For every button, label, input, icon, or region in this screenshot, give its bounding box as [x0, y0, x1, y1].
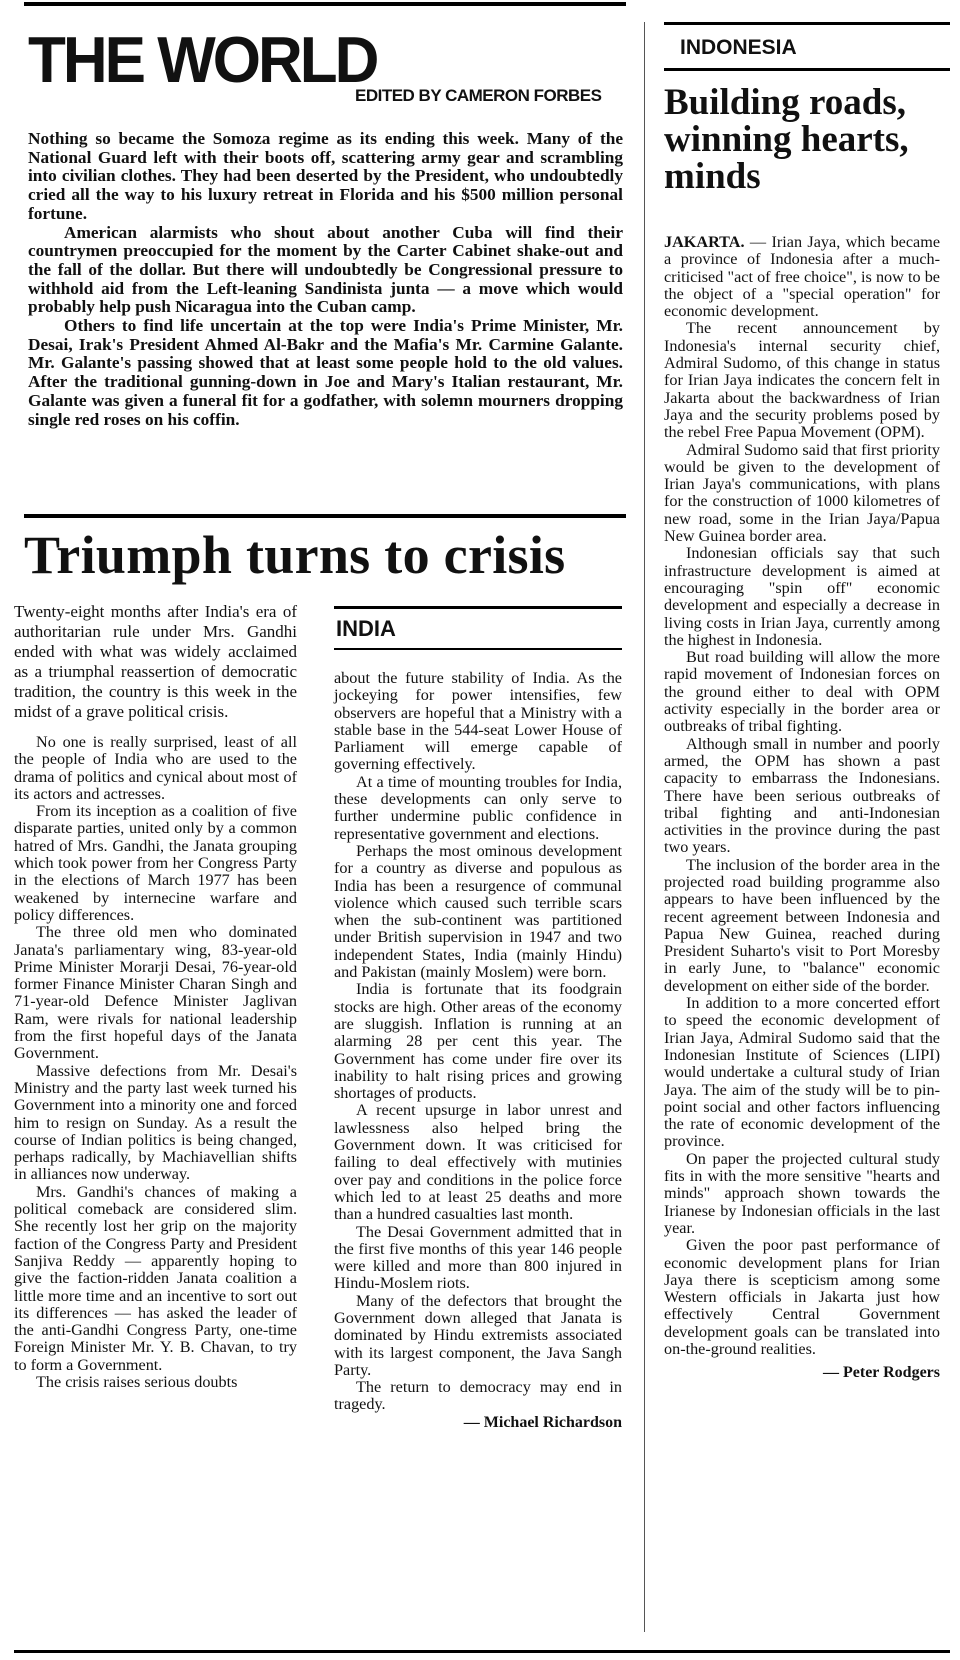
bottom-rule	[14, 1650, 950, 1653]
indonesia-paragraph: The inclusion of the border area in the projected road building programme also appears to have been influenced by the recent agreement between Indonesia and Papua New Guinea, reached during President Suharto's visit to Port Moresby in early June, to "balance" economic development on either side of the border.	[664, 855, 940, 995]
india-paragraph: Massive defections from Mr. Desai's Ministry and the party last week turned his Government into a minority one and forced him to resign on Sunday. As a result the course of Indian politics is being changed, perhaps radically, by Machiavellian shifts in alliances now underway.	[14, 1061, 297, 1184]
indonesia-paragraph: Indonesian officials say that such infrastructure development is aimed at encouraging "spin off" economic development and especially a decrease in living costs in Irian Jaya, currently among the highest in Indonesia.	[664, 544, 940, 649]
intro-paragraph: American alarmists who shout about another Cuba will find their countrymen preoccupied for the moment by the Carter Cabinet shake-out and the fall of the dollar. But there will undoubtedly be Congressional pressure to withhold aid from the Left-leaning Sandinista junta — a move which would probably help push Nicaragua into the Cuban camp.	[28, 222, 623, 317]
india-paragraph: Perhaps the most ominous development for a country as diverse and populous as India has been a resurgence of communal violence which caused such terrible scars when the sub-continent was partitioned under British supervision in 1947 and two independent States, India (mainly Hindu) and Pakistan (mainly Moslem) were born.	[334, 841, 622, 982]
india-column-2	[334, 670, 622, 1431]
indonesia-lede-text: — Irian Jaya, which became a province of Indonesia after a much-criticised "act of free choice", is now to be the object of a "special operation" for economic development.	[664, 233, 940, 321]
intro-paragraph: Nothing so became the Somoza regime as its ending this week. Many of the National Guard left with their boots off, scattering army gear and scrambling into civilian clothes. They had been deserted by the President, who undoubtedly cried all the way to his luxury retreat in Florida and his $500 million personal fortune.	[28, 129, 623, 223]
indonesia-tag-rule	[664, 68, 950, 71]
india-paragraph: No one is really surprised, least of all the people of India who are used to the drama of politics and cynical about most of its actors and actresses.	[14, 733, 297, 803]
india-paragraph: The crisis raises serious doubts	[36, 1372, 238, 1391]
india-paragraph: India is fortunate that its foodgrain stocks are high. Other areas of the economy are sluggish. Inflation is running at an alarming 28 per cent this year. The Government has come under fire over its inability to halt rising prices and growing shortages of products.	[334, 980, 622, 1103]
india-byline: — Michael Richardson	[463, 1413, 622, 1431]
india-section-tag: INDIA	[336, 616, 396, 641]
indonesia-section-tag: INDONESIA	[680, 36, 797, 59]
indonesia-dateline: JAKARTA.	[664, 233, 745, 251]
india-lede: Twenty-eight months after India's era of authoritarian rule under Mrs. Gandhi ended with what was widely acclaimed as a triumphal reassertion of democratic tradition, the country is this week in the midst of a grave political crisis.	[14, 602, 297, 721]
india-tag-rule-bottom	[334, 648, 622, 650]
india-paragraph: A recent upsurge in labor unrest and lawlessness also helped bring the Government down. It was criticised for failing to deal effectively with mutinies over pay and conditions in the police force which led to at least 25 deaths and more than a hundred casualties last month.	[334, 1101, 622, 1224]
indonesia-paragraph: In addition to a more concerted effort to speed the economic development of Irian Jaya, Admiral Sudomo said that the Indonesian Institute of Sciences (LIPI) would undertake a cultural study of Irian Jaya. The aim of the study will be to pin-point social and other factors influencing the rate of economic development of the province.	[664, 994, 940, 1151]
indonesia-lede	[664, 234, 940, 320]
india-paragraph: The three old men who dominated Janata's parliamentary wing, 83-year-old Prime Minister Morarji Desai, 76-year-old former Finance Minister Charan Singh and 71-year-old Defence Minister Jaglivan Ram, were rivals for national leadership from the first hopeful days of the Janata Government.	[14, 923, 297, 1063]
indonesia-paragraph: Admiral Sudomo said that first priority would be given to the development of Irian Jaya's communications, with plans for the construction of 1000 kilometres of new road, some in the Irian Jaya/Papua New Guinea border area.	[664, 440, 940, 546]
india-paragraph: The return to democracy may end in tragedy.	[334, 1378, 622, 1414]
indonesia-byline: — Peter Rodgers	[823, 1364, 940, 1382]
editor-credit: EDITED BY CAMERON FORBES	[355, 86, 602, 105]
intro-rule	[24, 514, 626, 518]
intro-paragraph: Others to find life uncertain at the top were India's Prime Minister, Mr. Desai, Irak's President Ahmed Al-Bakr and the Mafia's Mr. Carmine Galante. Mr. Galante's passing showed that at least some people hold to the old values. After the traditional gunning-down in Joe and Mary's Italian restaurant, Mr. Galante was given a funeral fit for a godfather, with solemn mourners dropping single red roses on his coffin.	[28, 316, 623, 429]
india-tag-rule-top	[334, 606, 622, 609]
india-paragraph: Many of the defectors that brought the Government down alleged that Janata is dominated by Hindu extremists associated with its largest component, the Java Sangh Party.	[334, 1291, 622, 1379]
indonesia-paragraph: But road building will allow the more rapid movement of Indonesian forces on the ground either to deal with OPM activity especially in the border area or outbreaks of tribal fighting.	[664, 648, 940, 736]
indonesia-paragraph: On paper the projected cultural study fits in with the more sensitive "hearts and minds" approach shown towards the Irianese by Indonesian officials in the last year.	[664, 1149, 940, 1237]
indonesia-paragraph: The recent announcement by Indonesia's internal security chief, Admiral Sudomo, of this change in status for Irian Jaya indicates the concern felt in Jakarta about the backwardness of Irian Jaya and the security problems posed by the rebel Free Papua Movement (OPM).	[664, 319, 940, 442]
indonesia-paragraph: Although small in number and poorly armed, the OPM has shown a past capacity to embarrass the Indonesians. There have been serious outbreaks of tribal fighting and anti-Indonesian activities in the province during the past two years.	[664, 734, 940, 857]
column-divider	[644, 22, 645, 1632]
india-paragraph: Mrs. Gandhi's chances of making a political comeback are considered slim. She recently lost her grip on the majority faction of the Congress Party and President Sanjiva Reddy — apparently hoping to give the faction-ridden Janata coalition a little more time and an incentive to sort out its differences — has asked the leader of the anti-Gandhi Congress Party, one-time Foreign Minister Mr. Y. B. Chavan, to try to form a Government.	[14, 1182, 297, 1374]
india-paragraph: The Desai Government admitted that in the first five months of this year 146 people were killed and more than 800 injured in Hindu-Moslem riots.	[334, 1222, 622, 1293]
indonesia-paragraph: Given the poor past performance of economic development plans for Irian Jaya there is scepticism among some Western officials in Jakarta just how effectively Central Government development goals can be translated into on-the-ground realities.	[664, 1236, 940, 1358]
india-paragraph: From its inception as a coalition of five disparate parties, united only by a common hatred of Mrs. Gandhi, the Janata grouping which took power from her Congress Party in the elections of March 1977 has been weakened by internecine warfare and policy differences.	[14, 802, 297, 924]
india-column-1	[14, 602, 297, 1391]
top-rule-left	[24, 2, 626, 6]
india-paragraph: At a time of mounting troubles for India, these developments can only serve to further undermine public confidence in representative government and elections.	[334, 772, 622, 843]
intro-block	[28, 130, 623, 429]
indonesia-column	[664, 234, 940, 1382]
india-headline: Triumph turns to crisis	[24, 525, 566, 585]
masthead-title: THE WORLD	[28, 24, 377, 97]
india-paragraph: about the future stability of India. As the jockeying for power intensifies, few observers are hopeful that a Ministry with a stable base in the 544-seat Lower House of Parliament will emerge capable of governing effectively.	[334, 669, 622, 774]
top-rule-right	[664, 22, 950, 25]
indonesia-headline: Building roads, winning hearts, minds	[664, 82, 909, 197]
